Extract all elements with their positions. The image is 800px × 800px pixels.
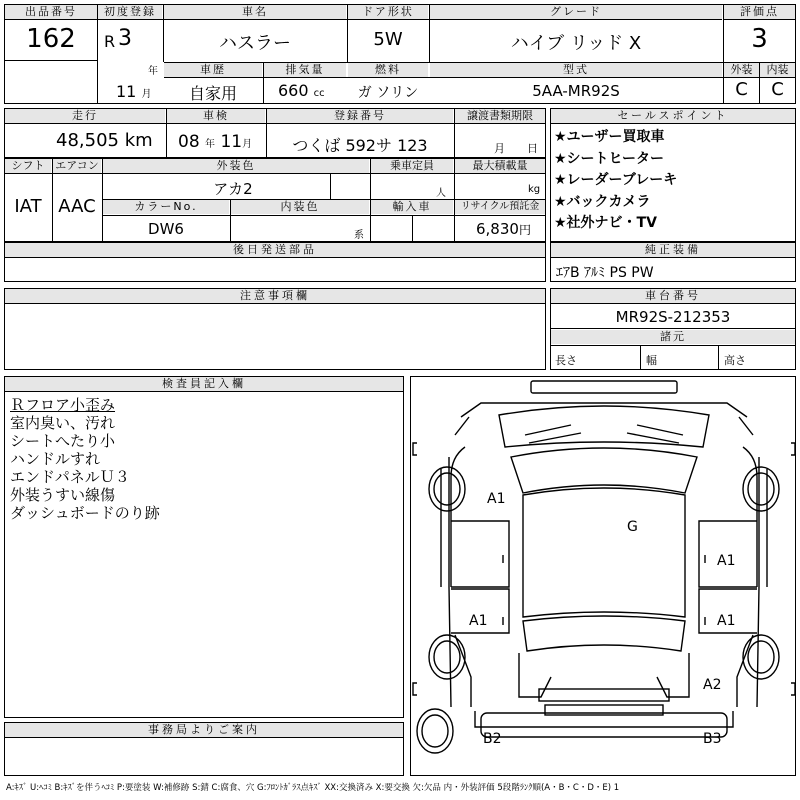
reg-era: R	[104, 32, 116, 51]
sales-point: ★バックカメラ	[554, 193, 651, 210]
shift-value: IAT	[14, 196, 42, 217]
damage-a1-right-door: A1	[717, 553, 736, 569]
ac-label: エアコン	[53, 159, 101, 173]
name-label: 車名	[164, 5, 346, 19]
disp-value: 660 cc	[278, 81, 325, 100]
ext-value: C	[735, 79, 748, 100]
inspector-note: エンドパネルＵ３	[10, 468, 130, 486]
load-label: 最大積載量	[455, 159, 545, 173]
damage-a1-left-rear: A1	[469, 613, 488, 629]
regno-value: つくば 592サ 123	[292, 136, 428, 155]
equipment-label: 純正装備	[551, 243, 795, 258]
ext-label: 外装	[724, 63, 759, 77]
mileage-label: 走行	[5, 109, 165, 123]
int-value: C	[771, 79, 784, 100]
car-name: ハスラー	[219, 33, 291, 54]
inspector-notes	[10, 396, 160, 522]
sales-points-list	[554, 127, 677, 235]
cap-label: 乗車定員	[371, 159, 453, 173]
model-value: 5AA-MR92S	[532, 82, 620, 100]
grade-value: ハイブ リッド X	[510, 33, 642, 54]
sales-point: ★シートヒーター	[554, 150, 664, 167]
load-unit: kg	[528, 184, 541, 195]
reg-year-unit: 年	[148, 66, 158, 77]
int-label: 内装	[760, 63, 795, 77]
history-label: 車歴	[164, 63, 262, 77]
colorno-value: DW6	[148, 220, 184, 238]
office-label: 事務局よりご案内	[5, 723, 403, 738]
inspector-note: 室内臭い、汚れ	[10, 414, 116, 432]
import-label: 輸入車	[371, 200, 453, 214]
dims-label: 諸元	[551, 330, 795, 344]
score-label: 評価点	[724, 5, 795, 19]
model-label: 型式	[430, 63, 722, 77]
door-value: 5W	[373, 29, 403, 50]
disp-label: 排気量	[264, 63, 346, 77]
inspector-note: ハンドルすれ	[10, 450, 101, 468]
inspect-value: 08 年 11月	[178, 132, 253, 152]
recycle-value: 6,830円	[476, 220, 531, 238]
sales-point: ★レーダーブレーキ	[554, 172, 678, 188]
inspector-note: Ｒフロア小歪み	[10, 396, 116, 414]
regno-label: 登録番号	[267, 109, 453, 123]
car-outline-svg	[411, 377, 797, 777]
inspect-label: 車検	[167, 109, 265, 123]
door-label: ドア形状	[348, 5, 428, 19]
color-value: アカ2	[213, 180, 253, 198]
transfer-label: 譲渡書類期限	[455, 109, 545, 123]
lot-number: 162	[26, 24, 76, 54]
recycle-label: リサイクル預託金	[455, 200, 545, 214]
intcolor-unit: 系	[354, 230, 364, 241]
dims-height: 高さ	[724, 354, 746, 367]
sales-points-label: セールスポイント	[551, 109, 795, 124]
reg-month: 11 月	[116, 82, 152, 101]
chassis-value: MR92S-212353	[615, 308, 731, 326]
score-value: 3	[751, 24, 768, 54]
damage-g-roof: G	[627, 519, 638, 535]
color-label: 外装色	[103, 159, 369, 173]
cap-unit: 人	[436, 188, 446, 199]
ac-value: AAC	[58, 196, 96, 217]
car-diagram	[410, 376, 796, 776]
fuel-value: ガ ソリン	[357, 85, 419, 101]
damage-b2: B2	[483, 731, 502, 747]
lot-label: 出品番号	[5, 5, 97, 19]
damage-a1-left-front: A1	[487, 491, 506, 507]
grade-label: グレード	[430, 5, 722, 19]
damage-b3: B3	[703, 731, 722, 747]
inspector-label: 検査員記入欄	[5, 377, 403, 392]
damage-a2-rear: A2	[703, 677, 722, 693]
reg-label: 初度登録	[98, 5, 162, 19]
mileage-value: 48,505 km	[56, 130, 153, 151]
transfer-month: 月	[494, 142, 505, 155]
transfer-day: 日	[527, 142, 538, 155]
inspector-note: 外装うすい線傷	[10, 486, 116, 504]
later-parts-label: 後日発送部品	[5, 243, 545, 258]
inspector-note: ダッシュボードのり跡	[10, 504, 160, 522]
sales-point: ★社外ナビ・TV	[554, 215, 657, 231]
chassis-label: 車台番号	[551, 289, 795, 304]
equipment-value: ｴｱB ｱﾙﾐ PS PW	[556, 265, 654, 281]
fuel-label: 燃料	[348, 63, 428, 77]
dims-length: 長さ	[555, 354, 577, 367]
history-value: 自家用	[188, 84, 237, 103]
intcolor-label: 内装色	[231, 200, 369, 214]
legend-text: A:ｷｽﾞ U:ﾍｺﾐ B:ｷｽﾞを伴うﾍｺﾐ P:要塗装 W:補修跡 S:錆 C:腐食、穴 G:ﾌﾛﾝﾄｶﾞﾗｽ点ｷｽﾞ XX:交換済み X:要交換 欠:欠品 内・外装評価 5段階ﾗﾝｸ順(A・B・C・D・E) 1	[6, 783, 620, 793]
sales-point: ★ユーザー買取車	[554, 129, 665, 145]
reg-year: 3	[118, 26, 132, 51]
inspector-note: シートへたり小	[10, 432, 116, 450]
dims-width: 幅	[646, 354, 657, 367]
damage-a1-right-rear: A1	[717, 613, 736, 629]
colorno-label: カラーNo.	[103, 200, 229, 214]
shift-label: シフト	[5, 159, 51, 173]
notes-label: 注意事項欄	[5, 289, 545, 304]
